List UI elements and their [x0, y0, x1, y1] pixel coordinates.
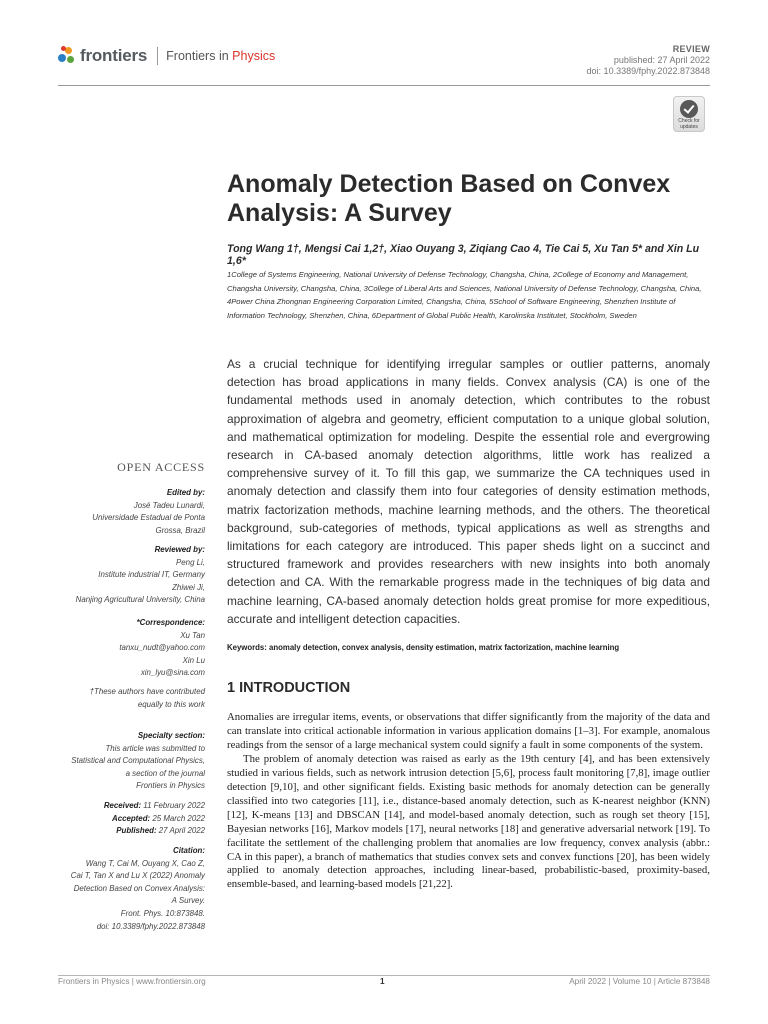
citation-line-4: A Survey. [171, 896, 205, 906]
journal-name [166, 49, 275, 63]
reviewers-block [35, 544, 205, 607]
article-doi[interactable]: doi: 10.3389/fphy.2022.873848 [586, 66, 710, 76]
correspondent-2-email[interactable]: xin_lyu@sina.com [140, 668, 205, 678]
article-meta [587, 44, 710, 77]
citation-line-6[interactable]: doi: 10.3389/fphy.2022.873848 [96, 921, 205, 931]
accepted-label: Accepted: [112, 813, 151, 823]
keywords-list: anomaly detection, convex analysis, density estimation, matrix factorization, machine learning [269, 643, 620, 652]
specialty-line-4: Frontiers in Physics [136, 781, 205, 791]
editor-affiliation-2: Grossa, Brazil [155, 525, 205, 535]
intro-paragraph-2: The problem of anomaly detection was raised as early as the 19th century [4], and has been extensively studied in various fields, such as network intrusion detection [5,6], process fault monitoring [7,8], image outlier detection [9,10], and other significant fields. Existing basic methods for anomaly detection can be generally classified into two categories [11], i.e., distance-based anomaly detection, such as K-nearest neighbor (KNN) [12], K-means [13] and DBSCAN [14], and model-based anomaly detection, such as rough set theory [15], Bayesian networks [16], Markov models [17], neural networks [18] and generative adversarial network [19]. To facilitate the settlement of the challenging problem that anomalies are low frequency, convex analysis (abbr.: CA in this paper), a branch of mathematics that studies convex sets and convex functions [20], has been widely applied to anomaly detection approaches, including linear-based, probabilistic-based, proximity-based, ensemble-based, and learning-based models [21,22]. [227, 752, 710, 891]
check-updates-label [674, 119, 704, 130]
reviewer-2-name: Zhiwei Ji, [172, 582, 205, 592]
intro-paragraph-1: Anomalies are irregular items, events, or observations that differ significantly from the majority of the data and can translate into critical actionable information in various application domains [1–3]. For example, anomalous readings from the sensor of a large mechanical system could signify a fault in some components of the system. [227, 711, 710, 751]
check-updates-line1: Check for [678, 118, 700, 124]
check-for-updates-button[interactable] [673, 96, 705, 132]
abstract: As a crucial technique for identifying irregular samples or outlier patterns, anomaly detection has broad applications in many fields. Convex analysis (CA) is one of the fundamental methods used in anomaly detection, which contributes to the robust approximation of algebra and geometry, efficient computation to a unique global solution, and mathematical optimization for modeling. Despite the essential role and evergrowing research in CA-based anomaly detection algorithms, little work has realized a comprehensive survey of it. To fill this gap, we summarize the CA techniques used in anomaly detection and classify them into four categories of density estimation methods, matrix factorization methods, machine learning methods, and the others. The theoretical background, sub-categories of methods, typical applications as well as strengths and limitations for each category are introduced. This paper sheds light on a succinct and structured framework and provides researchers with new insights into both anomaly detection and CA. With the remarkable progress made in the techniques of big data and machine learning, CA-based anomaly detection holds great promise for more expeditious, accurate and intelligent detection capacities. [227, 357, 710, 626]
correspondence-label: *Correspondence: [136, 618, 205, 627]
contribution-note [35, 686, 205, 711]
introduction-body [227, 711, 710, 892]
check-updates-line2: updates [680, 123, 698, 130]
received-value: 11 February 2022 [141, 801, 205, 810]
edited-by-label: Edited by: [166, 488, 205, 497]
footer-rule [58, 975, 710, 976]
open-access-badge: OPEN ACCESS [117, 460, 205, 474]
citation-line-3: Detection Based on Convex Analysis: [73, 883, 205, 893]
specialty-block [35, 730, 205, 793]
received-label: Received: [103, 801, 142, 810]
logo-wordmark: frontiers [80, 46, 148, 65]
correspondent-1-email[interactable]: tanxu_nudt@yahoo.com [119, 643, 205, 653]
correspondent-2-name: Xin Lu [182, 655, 205, 665]
reviewer-1-affiliation: Institute industrial IT, Germany [98, 570, 205, 580]
editor-block [35, 487, 205, 537]
dates-block [35, 800, 205, 838]
accepted-value: 25 March 2022 [150, 813, 205, 823]
affiliations: 1College of Systems Engineering, National University of Defense Technology, Changsha, China, 2College of Economy and Management, Changsha University, Changsha, China, 3College of Liberal Arts and Sciences, National University of Defense Technology, Changsha, China, 4Power China Zhongnan Engineering Corporation Limited, Changsha, China, 5School of Software Engineering, Shenzhen Institute of Information Technology, Shenzhen, China, 6Department of Global Public Health, Karolinska Institutet, Stockholm, Sweden [227, 270, 702, 320]
contribution-line-2: equally to this work [137, 699, 205, 709]
editor-affiliation-1: Universidade Estadual de Ponta [92, 513, 205, 523]
footer-volume-info: April 2022 | Volume 10 | Article 873848 [569, 977, 710, 986]
specialty-label: Specialty section: [137, 731, 205, 740]
citation-line-1: Wang T, Cai M, Ouyang X, Cao Z, [85, 858, 205, 868]
paper-title: Anomaly Detection Based on Convex Analysis: A Survey [227, 170, 671, 227]
page-number: 1 [380, 977, 385, 986]
published-date-sidebar [35, 825, 205, 838]
correspondent-1-name: Xu Tan [180, 630, 205, 640]
contribution-line-1: †These authors have contributed [89, 687, 205, 696]
frontiers-logo-icon [58, 46, 76, 66]
editor-name: José Tadeu Lunardi, [133, 500, 205, 510]
journal-accent: Physics [232, 49, 276, 63]
author-list: Tong Wang 1†, Mengsi Cai 1,2†, Xiao Ouyang 3, Ziqiang Cao 4, Tie Cai 5, Xu Tan 5* and Xin Lu 1,6* [227, 243, 700, 267]
logo-divider [157, 47, 158, 65]
specialty-line-1: This article was submitted to [105, 743, 205, 753]
section-heading: 1 INTRODUCTION [227, 680, 351, 696]
footer-journal-link[interactable]: Frontiers in Physics | www.frontiersin.org [58, 977, 206, 986]
published-label: Published: [116, 826, 157, 836]
published-date: published: 27 April 2022 [613, 55, 710, 65]
header-rule [58, 85, 710, 86]
keywords-label: Keywords: [227, 643, 267, 652]
accepted-date [35, 813, 205, 826]
check-updates-icon [680, 100, 698, 118]
citation-line-5: Front. Phys. 10:873848. [120, 908, 205, 918]
citation-block [35, 845, 205, 933]
citation-label: Citation: [173, 846, 205, 855]
article-type: REVIEW [672, 44, 710, 54]
reviewer-2-affiliation: Nanjing Agricultural University, China [75, 595, 205, 605]
published-value: 27 April 2022 [156, 826, 205, 836]
correspondence-block [35, 617, 205, 680]
citation-line-2: Cai T, Tan X and Lu X (2022) Anomaly [70, 871, 205, 881]
reviewed-by-label: Reviewed by: [154, 545, 205, 554]
specialty-line-3: a section of the journal [125, 768, 205, 778]
keywords [227, 643, 712, 652]
reviewer-1-name: Peng Li, [176, 557, 205, 567]
received-date [35, 800, 205, 813]
journal-prefix: Frontiers in [166, 49, 233, 63]
frontiers-logo[interactable] [58, 46, 275, 66]
specialty-line-2: Statistical and Computational Physics, [71, 756, 205, 766]
